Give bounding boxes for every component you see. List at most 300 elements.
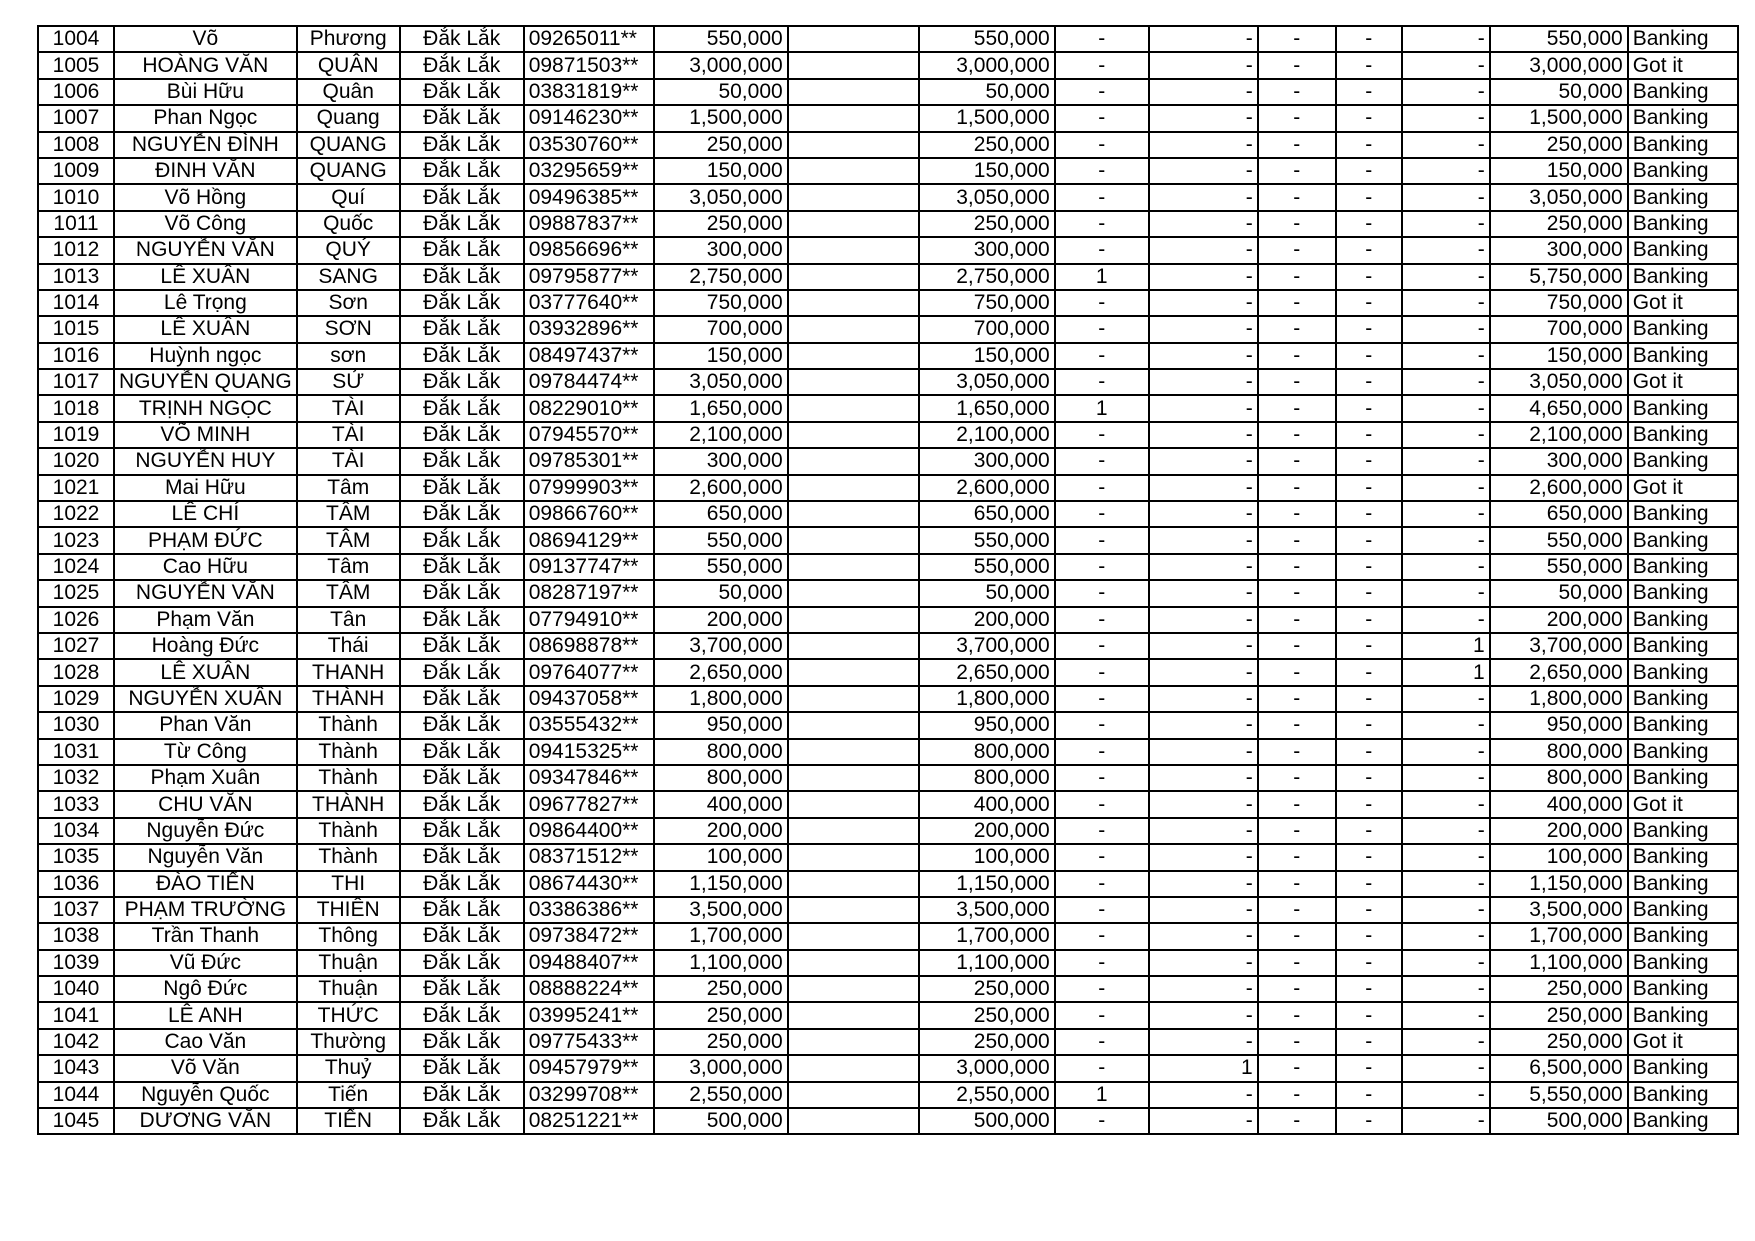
cell-payment-method: Banking (1628, 1108, 1738, 1134)
cell-phone: 09887837** (524, 211, 654, 237)
cell-flag-2: - (1149, 105, 1258, 131)
cell-given-name: Tân (297, 607, 400, 633)
cell-flag-5: - (1402, 132, 1490, 158)
cell-total: 6,500,000 (1490, 1055, 1628, 1081)
cell-amount-2: 2,100,000 (919, 422, 1055, 448)
cell-province: Đắk Lắk (400, 844, 524, 870)
cell-amount: 300,000 (654, 237, 788, 263)
cell-flag-2: - (1149, 26, 1258, 52)
cell-province: Đắk Lắk (400, 158, 524, 184)
cell-total: 200,000 (1490, 607, 1628, 633)
cell-given-name: Tâm (297, 475, 400, 501)
cell-blank (788, 976, 919, 1002)
cell-province: Đắk Lắk (400, 791, 524, 817)
cell-payment-method: Banking (1628, 1055, 1738, 1081)
cell-flag-5: - (1402, 316, 1490, 342)
cell-payment-method: Banking (1628, 105, 1738, 131)
cell-flag-3: - (1258, 1082, 1336, 1108)
cell-flag-2: - (1149, 897, 1258, 923)
cell-id: 1038 (38, 923, 114, 949)
table-row (38, 791, 1738, 817)
cell-id: 1037 (38, 897, 114, 923)
cell-flag-2: - (1149, 791, 1258, 817)
cell-flag-2: - (1149, 158, 1258, 184)
cell-given-name: THIÊN (297, 897, 400, 923)
cell-flag-1: 1 (1055, 1082, 1149, 1108)
cell-flag-2: - (1149, 712, 1258, 738)
cell-flag-4: - (1336, 818, 1402, 844)
cell-blank (788, 871, 919, 897)
cell-blank (788, 501, 919, 527)
cell-flag-1: 1 (1055, 395, 1149, 421)
cell-given-name: Sơn (297, 290, 400, 316)
cell-flag-3: - (1258, 158, 1336, 184)
cell-province: Đắk Lắk (400, 607, 524, 633)
cell-flag-5: - (1402, 712, 1490, 738)
cell-flag-2: - (1149, 132, 1258, 158)
cell-province: Đắk Lắk (400, 264, 524, 290)
cell-flag-4: - (1336, 264, 1402, 290)
cell-flag-1: - (1055, 52, 1149, 78)
cell-flag-4: - (1336, 132, 1402, 158)
cell-id: 1040 (38, 976, 114, 1002)
cell-flag-3: - (1258, 395, 1336, 421)
cell-flag-5: - (1402, 343, 1490, 369)
cell-phone: 08497437** (524, 343, 654, 369)
cell-flag-5: - (1402, 290, 1490, 316)
cell-id: 1015 (38, 316, 114, 342)
cell-total: 150,000 (1490, 158, 1628, 184)
cell-flag-1: - (1055, 976, 1149, 1002)
cell-payment-method: Banking (1628, 264, 1738, 290)
table-row (38, 527, 1738, 553)
cell-amount: 2,550,000 (654, 1082, 788, 1108)
cell-phone: 03299708** (524, 1082, 654, 1108)
table-row (38, 448, 1738, 474)
cell-flag-2: - (1149, 369, 1258, 395)
cell-phone: 09437058** (524, 686, 654, 712)
cell-blank (788, 475, 919, 501)
cell-surname: Trần Thanh (114, 923, 297, 949)
cell-id: 1017 (38, 369, 114, 395)
cell-amount: 1,700,000 (654, 923, 788, 949)
cell-province: Đắk Lắk (400, 26, 524, 52)
cell-flag-3: - (1258, 369, 1336, 395)
table-row (38, 290, 1738, 316)
cell-phone: 07794910** (524, 607, 654, 633)
table-row (38, 343, 1738, 369)
cell-given-name: TÂM (297, 501, 400, 527)
cell-payment-method: Got it (1628, 475, 1738, 501)
cell-flag-1: - (1055, 554, 1149, 580)
cell-flag-4: - (1336, 501, 1402, 527)
cell-flag-1: - (1055, 950, 1149, 976)
cell-flag-4: - (1336, 369, 1402, 395)
cell-surname: LÊ XUÂN (114, 316, 297, 342)
cell-flag-1: - (1055, 501, 1149, 527)
cell-province: Đắk Lắk (400, 712, 524, 738)
cell-flag-3: - (1258, 871, 1336, 897)
table-row (38, 765, 1738, 791)
cell-blank (788, 343, 919, 369)
cell-amount: 2,600,000 (654, 475, 788, 501)
cell-total: 1,150,000 (1490, 871, 1628, 897)
cell-amount-2: 200,000 (919, 607, 1055, 633)
table-row (38, 554, 1738, 580)
cell-surname: Cao Hữu (114, 554, 297, 580)
cell-given-name: QUÝ (297, 237, 400, 263)
cell-given-name: TÂM (297, 580, 400, 606)
cell-flag-5: - (1402, 844, 1490, 870)
cell-given-name: SƠN (297, 316, 400, 342)
cell-blank (788, 316, 919, 342)
cell-province: Đắk Lắk (400, 1108, 524, 1134)
cell-phone: 09347846** (524, 765, 654, 791)
cell-flag-5: - (1402, 818, 1490, 844)
cell-given-name: Quang (297, 105, 400, 131)
cell-phone: 03295659** (524, 158, 654, 184)
cell-flag-2: - (1149, 52, 1258, 78)
cell-blank (788, 686, 919, 712)
cell-flag-1: - (1055, 765, 1149, 791)
cell-phone: 03530760** (524, 132, 654, 158)
cell-amount-2: 2,550,000 (919, 1082, 1055, 1108)
cell-payment-method: Banking (1628, 923, 1738, 949)
table-row (38, 475, 1738, 501)
cell-phone: 03995241** (524, 1002, 654, 1028)
cell-id: 1029 (38, 686, 114, 712)
cell-province: Đắk Lắk (400, 1082, 524, 1108)
cell-surname: Võ Hồng (114, 184, 297, 210)
cell-flag-3: - (1258, 765, 1336, 791)
cell-flag-5: - (1402, 395, 1490, 421)
cell-flag-1: - (1055, 633, 1149, 659)
cell-surname: Nguyễn Đức (114, 818, 297, 844)
cell-amount: 750,000 (654, 290, 788, 316)
cell-surname: Võ (114, 26, 297, 52)
cell-payment-method: Banking (1628, 158, 1738, 184)
cell-flag-4: - (1336, 395, 1402, 421)
cell-flag-2: - (1149, 871, 1258, 897)
cell-amount: 550,000 (654, 527, 788, 553)
cell-id: 1035 (38, 844, 114, 870)
cell-flag-3: - (1258, 844, 1336, 870)
cell-province: Đắk Lắk (400, 52, 524, 78)
cell-flag-2: - (1149, 607, 1258, 633)
cell-given-name: Thành (297, 818, 400, 844)
cell-phone: 08694129** (524, 527, 654, 553)
cell-flag-3: - (1258, 448, 1336, 474)
cell-flag-5: - (1402, 501, 1490, 527)
cell-amount-2: 250,000 (919, 1002, 1055, 1028)
cell-surname: Võ Công (114, 211, 297, 237)
cell-flag-1: - (1055, 1108, 1149, 1134)
cell-id: 1006 (38, 79, 114, 105)
cell-blank (788, 105, 919, 131)
cell-total: 2,600,000 (1490, 475, 1628, 501)
cell-surname: Nguyễn Văn (114, 844, 297, 870)
cell-payment-method: Banking (1628, 818, 1738, 844)
cell-flag-3: - (1258, 633, 1336, 659)
cell-id: 1013 (38, 264, 114, 290)
cell-flag-2: - (1149, 290, 1258, 316)
cell-amount: 300,000 (654, 448, 788, 474)
cell-flag-4: - (1336, 290, 1402, 316)
cell-payment-method: Got it (1628, 52, 1738, 78)
cell-phone: 09265011** (524, 26, 654, 52)
cell-flag-5: - (1402, 1002, 1490, 1028)
cell-id: 1024 (38, 554, 114, 580)
cell-given-name: Thường (297, 1029, 400, 1055)
cell-blank (788, 765, 919, 791)
cell-payment-method: Banking (1628, 184, 1738, 210)
cell-amount-2: 200,000 (919, 818, 1055, 844)
cell-amount: 950,000 (654, 712, 788, 738)
cell-flag-4: - (1336, 343, 1402, 369)
cell-flag-1: - (1055, 686, 1149, 712)
cell-amount: 150,000 (654, 343, 788, 369)
cell-flag-2: - (1149, 184, 1258, 210)
cell-surname: Vũ Đức (114, 950, 297, 976)
cell-id: 1022 (38, 501, 114, 527)
cell-flag-4: - (1336, 659, 1402, 685)
cell-id: 1021 (38, 475, 114, 501)
cell-amount-2: 2,600,000 (919, 475, 1055, 501)
cell-flag-2: - (1149, 739, 1258, 765)
cell-flag-3: - (1258, 1108, 1336, 1134)
cell-flag-1: - (1055, 132, 1149, 158)
cell-total: 550,000 (1490, 527, 1628, 553)
cell-id: 1030 (38, 712, 114, 738)
cell-given-name: THANH (297, 659, 400, 685)
cell-given-name: Thái (297, 633, 400, 659)
cell-province: Đắk Lắk (400, 79, 524, 105)
cell-province: Đắk Lắk (400, 659, 524, 685)
cell-given-name: Quân (297, 79, 400, 105)
cell-flag-5: - (1402, 1082, 1490, 1108)
cell-province: Đắk Lắk (400, 343, 524, 369)
cell-flag-5: - (1402, 1055, 1490, 1081)
cell-payment-method: Banking (1628, 211, 1738, 237)
cell-flag-3: - (1258, 686, 1336, 712)
cell-flag-4: - (1336, 976, 1402, 1002)
table-row (38, 422, 1738, 448)
cell-flag-4: - (1336, 527, 1402, 553)
cell-payment-method: Banking (1628, 844, 1738, 870)
cell-flag-5: - (1402, 448, 1490, 474)
cell-flag-5: - (1402, 739, 1490, 765)
cell-total: 3,050,000 (1490, 184, 1628, 210)
table-row (38, 739, 1738, 765)
cell-payment-method: Banking (1628, 316, 1738, 342)
cell-given-name: sơn (297, 343, 400, 369)
cell-flag-2: - (1149, 448, 1258, 474)
cell-amount: 1,800,000 (654, 686, 788, 712)
cell-flag-5: 1 (1402, 659, 1490, 685)
cell-amount: 650,000 (654, 501, 788, 527)
cell-phone: 03831819** (524, 79, 654, 105)
cell-flag-5: - (1402, 211, 1490, 237)
cell-province: Đắk Lắk (400, 923, 524, 949)
cell-total: 250,000 (1490, 132, 1628, 158)
cell-id: 1032 (38, 765, 114, 791)
cell-phone: 09866760** (524, 501, 654, 527)
cell-flag-3: - (1258, 923, 1336, 949)
cell-flag-5: 1 (1402, 633, 1490, 659)
cell-province: Đắk Lắk (400, 633, 524, 659)
cell-id: 1011 (38, 211, 114, 237)
cell-payment-method: Banking (1628, 633, 1738, 659)
cell-province: Đắk Lắk (400, 686, 524, 712)
cell-flag-2: - (1149, 79, 1258, 105)
cell-amount: 400,000 (654, 791, 788, 817)
cell-flag-4: - (1336, 211, 1402, 237)
cell-surname: Phạm Xuân (114, 765, 297, 791)
cell-payment-method: Banking (1628, 765, 1738, 791)
cell-given-name: Thành (297, 712, 400, 738)
cell-id: 1039 (38, 950, 114, 976)
cell-phone: 07945570** (524, 422, 654, 448)
cell-amount-2: 1,500,000 (919, 105, 1055, 131)
cell-amount-2: 750,000 (919, 290, 1055, 316)
cell-id: 1033 (38, 791, 114, 817)
cell-total: 300,000 (1490, 448, 1628, 474)
cell-amount: 3,050,000 (654, 369, 788, 395)
cell-flag-2: - (1149, 818, 1258, 844)
cell-id: 1044 (38, 1082, 114, 1108)
cell-flag-1: - (1055, 1029, 1149, 1055)
cell-surname: LÊ ANH (114, 1002, 297, 1028)
cell-phone: 09784474** (524, 369, 654, 395)
cell-surname: Phan Ngọc (114, 105, 297, 131)
cell-blank (788, 607, 919, 633)
cell-id: 1014 (38, 290, 114, 316)
cell-id: 1028 (38, 659, 114, 685)
cell-flag-1: - (1055, 712, 1149, 738)
cell-flag-5: - (1402, 79, 1490, 105)
cell-surname: Nguyễn Quốc (114, 1082, 297, 1108)
cell-blank (788, 659, 919, 685)
cell-blank (788, 369, 919, 395)
table-row (38, 871, 1738, 897)
cell-blank (788, 132, 919, 158)
cell-amount-2: 3,000,000 (919, 1055, 1055, 1081)
cell-flag-3: - (1258, 791, 1336, 817)
cell-province: Đắk Lắk (400, 448, 524, 474)
cell-given-name: QUANG (297, 158, 400, 184)
cell-surname: LÊ XUÂN (114, 659, 297, 685)
cell-surname: NGUYỄN VĂN (114, 580, 297, 606)
cell-surname: Ngô Đức (114, 976, 297, 1002)
cell-amount: 250,000 (654, 1002, 788, 1028)
cell-flag-5: - (1402, 607, 1490, 633)
cell-flag-5: - (1402, 580, 1490, 606)
cell-blank (788, 950, 919, 976)
cell-payment-method: Banking (1628, 132, 1738, 158)
cell-amount-2: 300,000 (919, 448, 1055, 474)
cell-flag-3: - (1258, 659, 1336, 685)
cell-flag-5: - (1402, 475, 1490, 501)
cell-province: Đắk Lắk (400, 1002, 524, 1028)
cell-blank (788, 237, 919, 263)
cell-given-name: SANG (297, 264, 400, 290)
table-row (38, 818, 1738, 844)
cell-flag-4: - (1336, 950, 1402, 976)
cell-province: Đắk Lắk (400, 897, 524, 923)
cell-surname: ĐÀO TIẾN (114, 871, 297, 897)
cell-surname: DƯƠNG VĂN (114, 1108, 297, 1134)
cell-given-name: Thuận (297, 950, 400, 976)
cell-amount-2: 650,000 (919, 501, 1055, 527)
cell-amount: 1,100,000 (654, 950, 788, 976)
cell-flag-2: 1 (1149, 1055, 1258, 1081)
cell-total: 950,000 (1490, 712, 1628, 738)
cell-surname: LÊ XUÂN (114, 264, 297, 290)
cell-amount: 2,750,000 (654, 264, 788, 290)
cell-id: 1018 (38, 395, 114, 421)
cell-surname: Phan Văn (114, 712, 297, 738)
cell-amount: 550,000 (654, 554, 788, 580)
cell-total: 3,000,000 (1490, 52, 1628, 78)
cell-given-name: TÂM (297, 527, 400, 553)
cell-flag-4: - (1336, 1082, 1402, 1108)
cell-amount-2: 3,000,000 (919, 52, 1055, 78)
cell-payment-method: Banking (1628, 686, 1738, 712)
cell-amount-2: 950,000 (919, 712, 1055, 738)
cell-blank (788, 818, 919, 844)
cell-flag-3: - (1258, 1002, 1336, 1028)
cell-payment-method: Got it (1628, 1029, 1738, 1055)
cell-amount: 3,700,000 (654, 633, 788, 659)
cell-payment-method: Banking (1628, 237, 1738, 263)
cell-flag-1: - (1055, 739, 1149, 765)
table-row (38, 712, 1738, 738)
cell-amount: 3,000,000 (654, 52, 788, 78)
cell-total: 1,700,000 (1490, 923, 1628, 949)
cell-surname: LÊ CHÍ (114, 501, 297, 527)
cell-given-name: TÀI (297, 395, 400, 421)
cell-payment-method: Banking (1628, 1082, 1738, 1108)
cell-flag-1: - (1055, 871, 1149, 897)
cell-amount-2: 1,700,000 (919, 923, 1055, 949)
cell-amount-2: 250,000 (919, 211, 1055, 237)
cell-given-name: TIẾN (297, 1108, 400, 1134)
cell-total: 800,000 (1490, 765, 1628, 791)
cell-phone: 09764077** (524, 659, 654, 685)
cell-province: Đắk Lắk (400, 765, 524, 791)
cell-flag-2: - (1149, 527, 1258, 553)
cell-amount-2: 800,000 (919, 739, 1055, 765)
cell-province: Đắk Lắk (400, 580, 524, 606)
cell-amount-2: 100,000 (919, 844, 1055, 870)
cell-total: 2,650,000 (1490, 659, 1628, 685)
cell-phone: 09775433** (524, 1029, 654, 1055)
cell-amount-2: 500,000 (919, 1108, 1055, 1134)
cell-surname: Hoàng Đức (114, 633, 297, 659)
cell-total: 650,000 (1490, 501, 1628, 527)
cell-total: 200,000 (1490, 818, 1628, 844)
cell-id: 1009 (38, 158, 114, 184)
cell-blank (788, 1002, 919, 1028)
cell-flag-3: - (1258, 52, 1336, 78)
cell-given-name: THỨC (297, 1002, 400, 1028)
table-row (38, 79, 1738, 105)
cell-flag-2: - (1149, 316, 1258, 342)
cell-phone: 08674430** (524, 871, 654, 897)
cell-given-name: TÀI (297, 422, 400, 448)
cell-given-name: Thành (297, 739, 400, 765)
cell-flag-2: - (1149, 395, 1258, 421)
